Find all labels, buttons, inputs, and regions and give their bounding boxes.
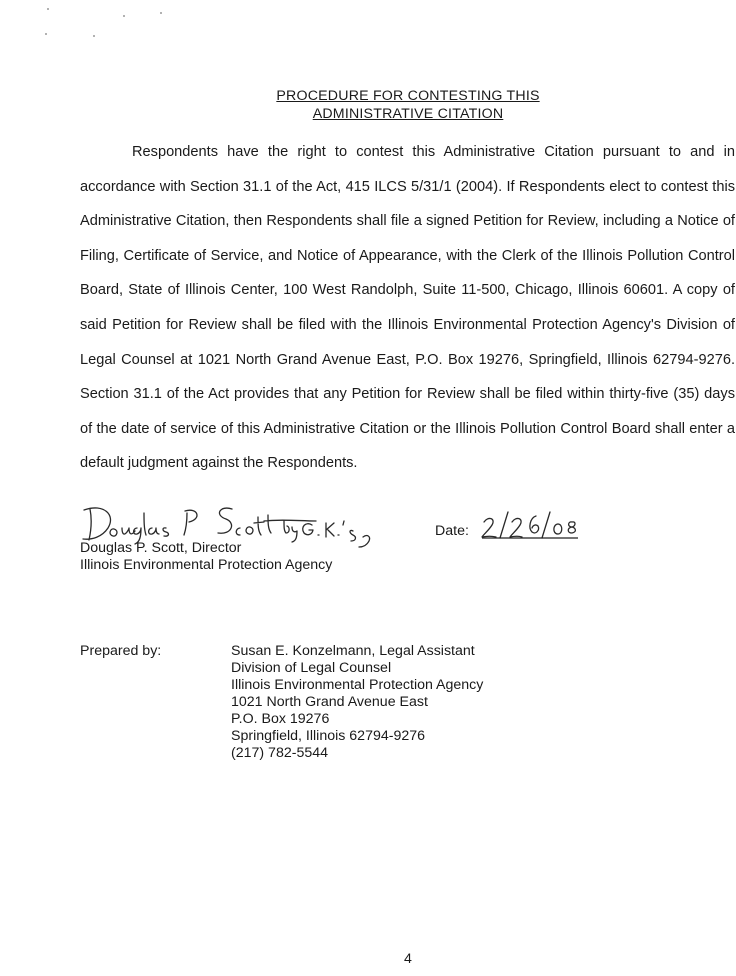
preparer-line: Springfield, Illinois 62794-9276	[231, 728, 426, 744]
preparer-line: Division of Legal Counsel	[231, 660, 392, 676]
date-label: Date:	[435, 523, 469, 539]
title-line-2: ADMINISTRATIVE CITATION	[312, 106, 504, 122]
preparer-line: P.O. Box 19276	[231, 711, 330, 727]
title-line-1: PROCEDURE FOR CONTESTING THIS	[276, 88, 540, 104]
signer-agency: Illinois Environmental Protection Agency	[80, 557, 333, 573]
body-text: Respondents have the right to contest this Administrative Citation pursuant to and in accordance with Section 31.1 of the Act, 415 ILCS 5/31/1 (2004). If Respondents elect to contest this Administrative Citation, then Respondents shall file a signed Petition for Review, including a Notice of Filing, Certificate of Service, and Notice of Appearance, with the Clerk of the Illinois Pollution Control Board, State of Illinois Center, 100 West Randolph, Suite 11-500, Chicago, Illinois 60601. A copy of said Petition for Review shall be filed with the Illinois Environmental Protection Agency's Division of Legal Counsel at 1021 North Grand Avenue East, P.O. Box 19276, Springfield, Illinois 62794-9276. Section 31.1 of the Act provides that any Petition for Review shall be filed within thirty-five (35) days of the date of service of this Administrative Citation or the Illinois Pollution Control Board shall enter a default judgment against the Respondents.	[80, 144, 735, 472]
preparer-line: 1021 North Grand Avenue East	[231, 694, 428, 710]
scan-speck	[93, 35, 95, 37]
preparer-line: Susan E. Konzelmann, Legal Assistant	[231, 643, 475, 659]
preparer-line: (217) 782-5544	[231, 745, 329, 761]
scan-speck	[47, 8, 49, 10]
signer-name-title: Douglas P. Scott, Director	[80, 540, 242, 556]
prepared-by-label: Prepared by:	[80, 643, 162, 659]
body-paragraph	[80, 135, 735, 481]
preparer-line: Illinois Environmental Protection Agency	[231, 677, 484, 693]
page-number: 4	[404, 951, 412, 967]
scan-speck	[123, 15, 125, 17]
scan-speck	[160, 12, 162, 14]
handwritten-date	[478, 508, 582, 544]
scan-speck	[45, 33, 47, 35]
